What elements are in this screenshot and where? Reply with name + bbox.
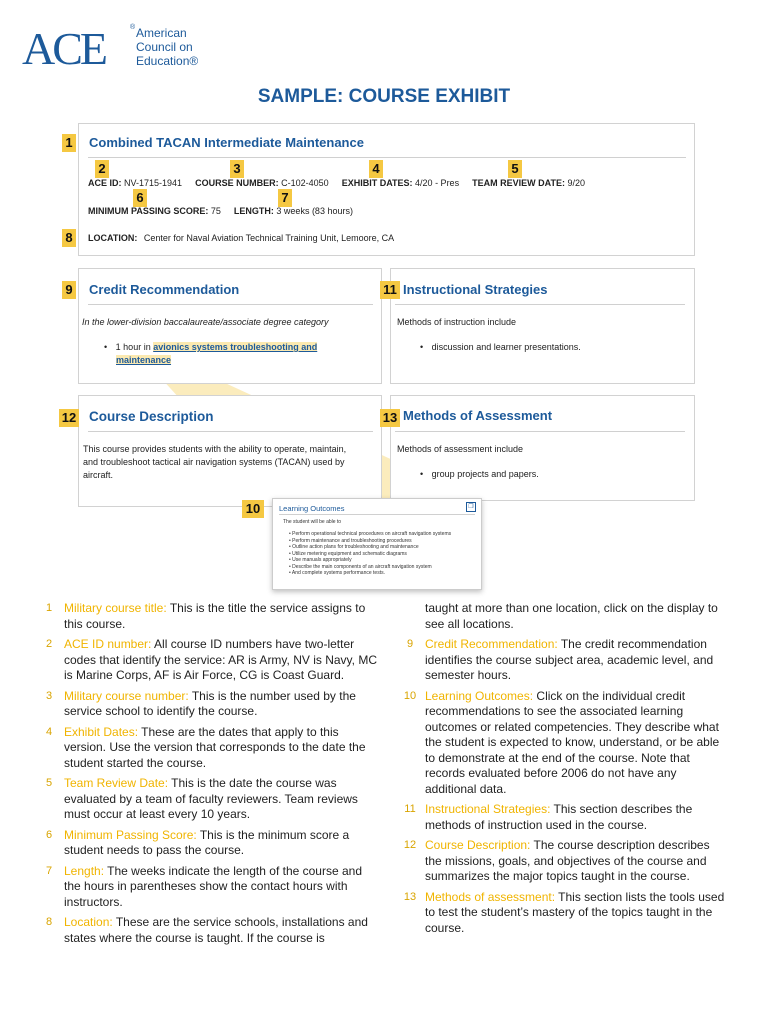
copy-icon[interactable]: ❐	[466, 502, 476, 512]
length-value: 3 weeks (83 hours)	[276, 206, 353, 216]
legend-item-10: 10 Learning Outcomes: Click on the individual credit recommendations to see the associated learning outcomes or related competencies. They describe what the student is expected to know, understand, or be able to demonstrate at the end of the course. Note that records evaluated before 2006 do not have any additional data.	[403, 688, 720, 796]
credit-bullet: • 1 hour in avionics systems troubleshooting and	[104, 342, 318, 352]
legend-item-3: 3 Military course number: This is the number used by the service school to identify the course.	[45, 688, 356, 718]
outcomes-list	[289, 531, 479, 577]
outcomes-title: Learning Outcomes	[279, 504, 345, 513]
learning-outcomes-popup	[272, 498, 482, 590]
legend-left-column	[34, 601, 380, 946]
badge-11: 11	[380, 281, 400, 299]
credit-divider	[88, 304, 373, 305]
legend-item-9: 9 Credit Recommendation: The credit recommendation identifies the course subject area, academic level, and semester hours.	[406, 637, 714, 682]
credit-link[interactable]: avionics systems troubleshooting and	[153, 342, 318, 352]
outcome-item: • Utilize metering equipment and schematic diagrams	[289, 550, 407, 557]
instructional-intro: Methods of instruction include	[397, 317, 517, 327]
assessment-intro: Methods of assessment include	[397, 444, 524, 454]
page-title: SAMPLE: COURSE EXHIBIT	[257, 86, 511, 107]
min-score-value: 75	[210, 206, 221, 216]
legend-item-8-cont: taught at more than one location, click on the display to see all locations.	[425, 601, 718, 631]
logo-text: American Council on Education®	[136, 26, 199, 68]
course-divider	[88, 157, 686, 158]
outcome-item: • Use manuals appropriately	[289, 557, 352, 563]
badge-2: 2	[95, 160, 109, 178]
credit-bullet-cont	[116, 354, 171, 367]
legend-item-4: 4 Exhibit Dates: These are the dates that apply to this version. Use the version that corresponds to the date the student started the course.	[45, 724, 366, 770]
badge-6: 6	[133, 189, 147, 207]
instructional-bullet: • discussion and learner presentations.	[420, 342, 581, 352]
legend-item-5: 5 Team Review Date: This is the date the course was evaluated by a team of faculty reviewers. Team reviews must occur at least every 10 years.	[45, 776, 358, 821]
badge-10: 10	[242, 500, 264, 518]
legend-item-8: 8 Location: These are the service schools, installations and states where the course is taught. If the course is	[45, 915, 368, 945]
assessment-title: Methods of Assessment	[403, 408, 553, 423]
ace-logo: ACE	[22, 23, 105, 74]
course-title: Combined TACAN Intermediate Maintenance	[89, 135, 364, 150]
legend-item-12: 12 Course Description: The course description describes the missions, goals, and objectives of the course and summarizes the major topics taught in the course.	[403, 838, 710, 883]
team-review-value: 9/20	[567, 178, 585, 188]
description-divider	[88, 431, 373, 432]
credit-category: In the lower-division baccalaureate/associate degree category	[82, 317, 329, 327]
badge-8: 8	[62, 229, 76, 247]
badge-12: 12	[59, 409, 79, 427]
assessment-bullet: • group projects and papers.	[420, 469, 539, 479]
badge-1: 1	[62, 134, 76, 152]
badge-4: 4	[369, 160, 383, 178]
outcome-item: • Perform maintenance and troubleshooting procedures	[289, 537, 412, 544]
legend-right-column	[395, 601, 725, 936]
outcome-item: • Outline action plans for troubleshooting and maintenance	[289, 544, 419, 550]
course-meta-row-2: MINIMUM PASSING SCORE: 75 LENGTH: 3 weeks (83 hours)	[88, 206, 353, 216]
legend-item-7: 7 Length: The weeks indicate the length of the course and the hours in parentheses show the contact hours with instructors.	[45, 863, 362, 909]
outcomes-intro: The student will be able to	[283, 519, 342, 525]
legend-item-11: 11 Instructional Strategies: This section describes the methods of instruction used in the course.	[404, 802, 693, 832]
registered-mark: ®	[130, 24, 136, 31]
legend-item-2: 2 ACE ID number: All course ID numbers have two-letter codes that identify the service: AR is Army, NV is Navy, MC is Marine Corps, AF is Air Force, CG is Coast Guard.	[45, 637, 377, 682]
credit-link-cont[interactable]: maintenance	[116, 355, 172, 365]
location-value: Center for Naval Aviation Technical Training Unit, Lemoore, CA	[143, 233, 395, 243]
outcome-item: • Perform operational technical procedures on aircraft navigation systems	[289, 531, 452, 537]
badge-5: 5	[508, 160, 522, 178]
course-number-value: C-102-4050	[281, 178, 329, 188]
legend-item-13: 13 Methods of assessment: This section lists the tools used to test the student’s mastery of the topics taught in the course.	[403, 889, 725, 935]
outcome-item: • And complete systems performance tests.	[289, 570, 385, 576]
badge-3: 3	[230, 160, 244, 178]
assessment-divider	[395, 431, 685, 432]
credit-title: Credit Recommendation	[89, 282, 240, 297]
badge-13: 13	[380, 409, 400, 427]
instructional-divider	[395, 304, 685, 305]
badge-9: 9	[62, 281, 76, 299]
legend-item-6: 6 Minimum Passing Score: This is the minimum score a student needs to pass the course.	[45, 827, 350, 857]
outcomes-divider	[279, 514, 475, 515]
exhibit-dates-value: 4/20 - Pres	[415, 178, 460, 188]
instructional-title: Instructional Strategies	[403, 282, 548, 297]
description-title: Course Description	[89, 409, 214, 424]
ace-id-value: NV-1715-1941	[124, 178, 183, 188]
badge-7: 7	[278, 189, 292, 207]
course-meta-row: ACE ID: NV-1715-1941 COURSE NUMBER: C-102-4050 EXHIBIT DATES: 4/20 - Pres TEAM REVIEW DATE: 9/20	[88, 178, 585, 188]
location-row: LOCATION: Center for Naval Aviation Technical Training Unit, Lemoore, CA	[88, 233, 395, 243]
outcome-item: • Describe the main components of an aircraft navigation system	[289, 563, 432, 570]
description-text: This course provides students with the ability to operate, maintain, and troubleshoot tactical air navigation systems (TACAN) used by aircraft.	[83, 444, 347, 480]
legend-item-1: 1 Military course title: This is the title the service assigns to this course.	[45, 601, 366, 631]
